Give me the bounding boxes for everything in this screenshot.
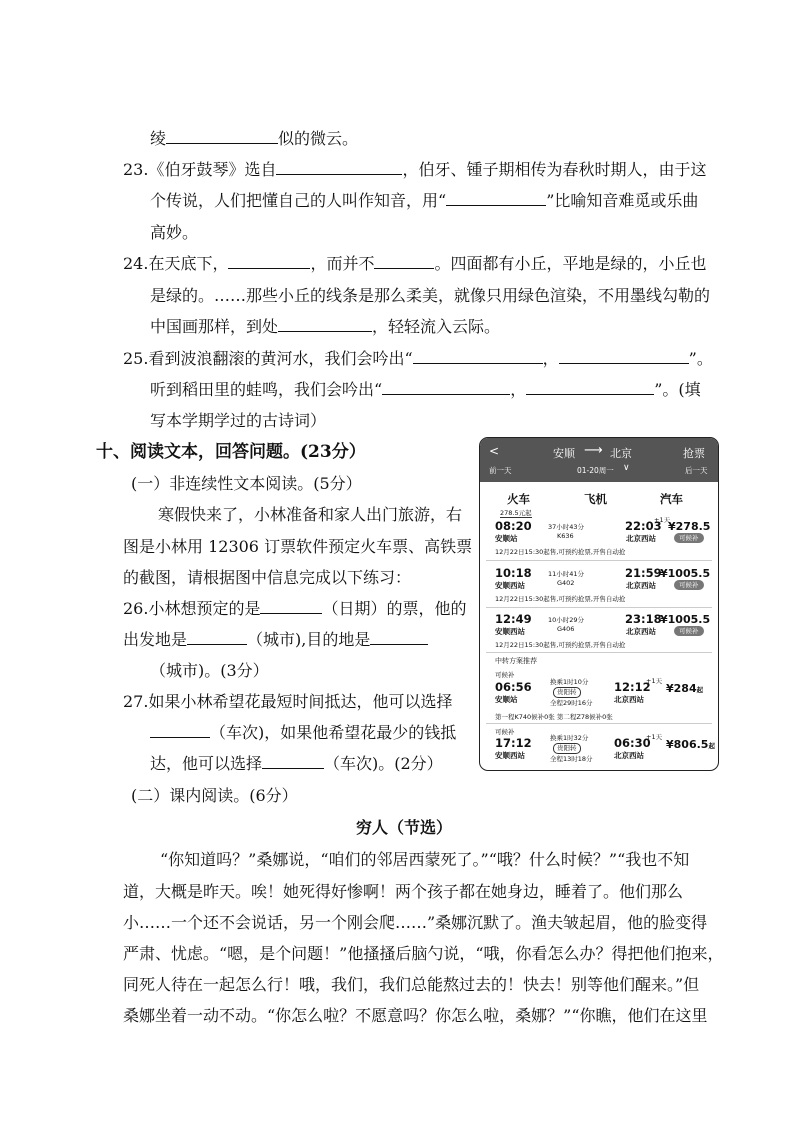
train-number: G402	[557, 579, 575, 587]
subsection-1-heading: (一）非连续性文本阅读。(5分）	[131, 474, 362, 493]
to-city: 北京	[610, 447, 632, 460]
transfer-title: 中转方案推荐	[495, 657, 537, 665]
blank[interactable]	[187, 630, 247, 645]
prev-day-button[interactable]: 前一天	[489, 466, 512, 475]
text: 中国画那样，到处	[150, 317, 279, 336]
duration: 11小时41分	[548, 570, 585, 578]
passage-line2: 道，大概是昨天。唉！她死得好惨啊！两个孩子都在她身边，睡着了。他们那么	[123, 882, 684, 901]
subsection-2-heading: (二）课内阅读。(6分）	[131, 786, 298, 805]
blank[interactable]	[262, 754, 324, 769]
text: 25.看到波浪翻滚的黄河水，我们会吟出“	[123, 349, 413, 368]
q23-line3: 高妙。	[150, 223, 199, 242]
q23-line1	[123, 160, 706, 180]
passage-line5: 同死人待在一起怎么行！哦，我们，我们总能熬过去的！快去！别等他们醒来。”但	[123, 975, 700, 994]
dep-station: 安顺站	[495, 534, 518, 543]
blank[interactable]	[446, 191, 546, 206]
blank[interactable]	[526, 380, 654, 395]
grab-ticket-button[interactable]: 抢票	[683, 447, 705, 460]
price: ¥278.5	[668, 520, 711, 533]
blank[interactable]	[228, 254, 310, 269]
transfer-tag: 可候补	[495, 728, 515, 736]
q24-line1	[123, 254, 706, 274]
divider	[486, 652, 712, 653]
divider	[486, 607, 712, 608]
text: 。四面都有小丘，平地是绿的，小丘也	[434, 254, 707, 273]
min-price-label: 278.5元起	[500, 509, 532, 517]
train-number: G406	[557, 625, 575, 633]
text: ，轻轻流入云际。	[372, 317, 501, 336]
passage-line4: 严肃、忧虑。“嗯，是个问题！”他搔搔后脑勺说，“哦，你看怎么办？得把他们抱来，	[123, 944, 724, 963]
section-10-heading: 十、阅读文本，回答问题。(23分）	[96, 442, 366, 462]
passage-line3: 小……一个还不会说话，另一个刚会爬……”桑娜沉默了。渔夫皱起眉，他的脸变得	[123, 913, 708, 932]
transfer-tag: 可候补	[495, 671, 515, 679]
passage-title: 穷人（节选）	[356, 818, 453, 837]
app-header	[480, 438, 718, 482]
text: ，	[542, 349, 559, 368]
text: 听到稻田里的蛙鸣，我们会吟出“	[150, 380, 383, 399]
q27-line3	[150, 754, 443, 774]
transfer-city: 贵阳转	[553, 687, 581, 698]
price-value: ¥806.5	[666, 738, 709, 751]
dep-station: 安顺西站	[495, 627, 525, 636]
dep-time: 12:49	[495, 612, 532, 626]
tab-plane[interactable]: 飞机	[584, 492, 607, 506]
text: （日期）的票，他的	[322, 599, 467, 618]
dep-time: 06:56	[495, 680, 532, 694]
arr-time: 21:59	[625, 566, 662, 580]
q24-line2: 是绿的。……那些小丘的线条是那么柔美，就像只用绿色渲染，不用墨线勾勒的	[150, 286, 711, 305]
q25-line3: 写本学期学过的古诗词）	[150, 411, 327, 430]
blank[interactable]	[413, 349, 543, 364]
price-suffix: 起	[708, 742, 715, 750]
sale-note: 12月22日15:30起售,可预约抢票,开售自动抢	[495, 641, 626, 649]
total-duration: 全程29时16分	[550, 699, 593, 707]
dep-station: 安顺西站	[495, 581, 525, 590]
para-line2: 图是小林用 12306 订票软件预定火车票、高铁票	[123, 537, 473, 556]
blank[interactable]	[370, 630, 428, 645]
price-value: ¥284	[666, 682, 697, 695]
text: ，	[510, 380, 527, 399]
tab-bus[interactable]: 汽车	[660, 492, 683, 506]
price-suffix: 起	[696, 686, 704, 694]
para-line3: 的截图，请根据图中信息完成以下练习：	[123, 568, 412, 587]
plus-day: +1天	[654, 516, 671, 524]
train-number: K636	[557, 532, 574, 540]
divider	[486, 560, 712, 561]
sale-note: 12月22日15:30起售,可预约抢票,开售自动抢	[495, 595, 626, 603]
waitlist-badge[interactable]: 可候补	[674, 580, 704, 590]
text: 23.《伯牙鼓琴》选自	[123, 160, 277, 179]
price: ¥1005.5	[660, 613, 711, 626]
text: 24.在天底下，	[123, 254, 229, 273]
duration: 37小时43分	[548, 523, 585, 531]
text: ”。	[688, 349, 713, 368]
price: ¥1005.5	[660, 567, 711, 580]
dep-time: 17:12	[495, 736, 532, 750]
q25-line1	[123, 349, 713, 369]
text: ”。(填	[654, 380, 701, 399]
arr-station: 北京西站	[626, 534, 656, 543]
text: （城市),目的地是	[247, 630, 371, 649]
plus-day: +1天	[646, 677, 663, 685]
next-day-button[interactable]: 后一天	[685, 466, 708, 475]
arr-station: 北京西站	[614, 751, 644, 760]
passage-line1: “你知道吗？”桑娜说，“咱们的邻居西蒙死了。”“哦？什么时候？”“我也不知	[160, 850, 690, 869]
blank[interactable]	[166, 129, 278, 144]
transfer-note: 第一程K740候补0张 第二程Z78候补0张	[495, 713, 613, 721]
ticket-app-screenshot	[479, 437, 719, 771]
transfer-wait: 换乘1时32分	[550, 734, 589, 742]
blank[interactable]	[559, 349, 689, 364]
back-icon[interactable]: <	[489, 444, 500, 458]
q23-line2	[150, 191, 698, 211]
chevron-down-icon[interactable]: ∨	[623, 463, 630, 473]
arr-station: 北京西站	[626, 627, 656, 636]
arrow-right-icon: ⟶	[584, 443, 603, 458]
text: ”比喻知音难觅或乐曲	[546, 191, 699, 210]
text: 出发地是	[123, 630, 188, 649]
text: 似的微云。	[278, 129, 359, 148]
tab-train[interactable]: 火车	[507, 492, 530, 506]
dep-station: 安顺西站	[495, 751, 525, 760]
passage-line6: 桑娜坐着一动不动。“你怎么啦？不愿意吗？你怎么啦，桑娜？”“你瞧，他们在这里	[123, 1006, 708, 1025]
date-selector[interactable]: 01-20周一	[577, 466, 614, 475]
arr-time: 22:03	[625, 519, 662, 533]
q22-line	[150, 129, 358, 149]
sale-note: 12月22日15:30起售,可预约抢票,开售自动抢	[495, 548, 626, 556]
q26-line3: （城市)。(3分）	[150, 661, 269, 680]
dep-time: 08:20	[495, 519, 532, 533]
price	[666, 682, 703, 695]
transfer-wait: 换乘1时10分	[550, 678, 589, 686]
price	[666, 738, 715, 751]
q27-line2	[150, 723, 456, 743]
arr-time: 12:12	[614, 680, 651, 694]
blank[interactable]	[276, 160, 402, 175]
q26-line2	[123, 630, 428, 650]
q24-line3	[150, 317, 500, 337]
duration: 10小时29分	[548, 616, 585, 624]
text: 26.小林想预定的是	[123, 599, 261, 618]
waitlist-badge[interactable]: 可候补	[674, 626, 704, 636]
text: （车次)。(2分）	[324, 754, 443, 773]
arr-time: 23:18	[625, 612, 662, 626]
transfer-city: 贵阳转	[553, 743, 581, 754]
dep-time: 10:18	[495, 566, 532, 580]
q27-line1: 27.如果小林希望花最短时间抵达，他可以选择	[123, 692, 453, 711]
divider	[486, 723, 712, 724]
arr-station: 北京西站	[626, 581, 656, 590]
text: 达，他可以选择	[150, 754, 263, 773]
dep-station: 安顺站	[495, 695, 518, 704]
arr-time: 06:30	[614, 736, 651, 750]
blank[interactable]	[382, 380, 510, 395]
blank[interactable]	[278, 317, 372, 332]
blank[interactable]	[374, 254, 434, 269]
text: （车次)，如果他希望花最少的钱抵	[210, 723, 457, 742]
blank[interactable]	[150, 723, 210, 738]
total-duration: 全程13时18分	[550, 755, 593, 763]
para-line1: 寒假快来了，小林准备和家人出门旅游，右	[158, 505, 463, 524]
q26-line1	[123, 599, 466, 619]
arr-station: 北京西站	[614, 695, 644, 704]
text: ，而并不	[310, 254, 375, 273]
from-city: 安顺	[553, 447, 575, 460]
text: 个传说，人们把懂自己的人叫作知音，用“	[150, 191, 447, 210]
blank[interactable]	[260, 599, 322, 614]
text: 绫	[150, 129, 167, 148]
plus-day: +1天	[646, 733, 663, 741]
waitlist-badge[interactable]: 可候补	[674, 533, 704, 543]
q25-line2	[150, 380, 701, 400]
text: ，伯牙、锺子期相传为春秋时期人，由于这	[402, 160, 707, 179]
